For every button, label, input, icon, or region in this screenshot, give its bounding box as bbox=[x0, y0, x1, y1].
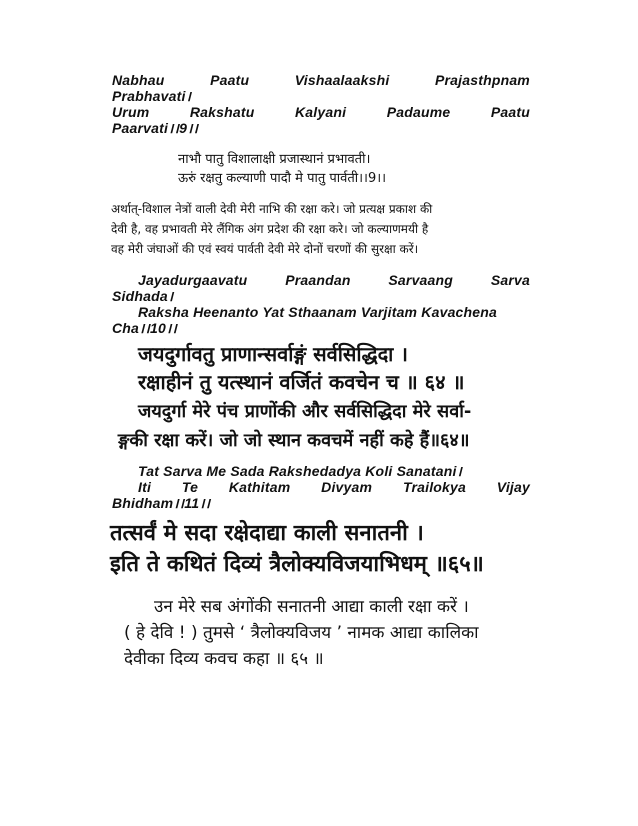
verse9-translit-line1 bbox=[112, 72, 530, 88]
translit-word: Trailokya bbox=[402, 479, 466, 495]
verse9-meaning bbox=[111, 199, 531, 259]
translit-word: Praandan bbox=[285, 272, 351, 288]
verse10-meaning-line2: ङ्गकी रक्षा करें। जो जो स्थान कवचमें नहीं कहे हैं॥६४॥ bbox=[118, 430, 470, 451]
translit-word: Kalyani bbox=[294, 104, 347, 120]
translit-word: Vijay bbox=[496, 479, 530, 495]
verse11-sanskrit-line2: इति ते कथितं दिव्यं त्रैलोक्यविजयाभिधम् ॥६५॥ bbox=[110, 552, 484, 577]
verse10-translit-line1 bbox=[112, 272, 530, 288]
translit-word: Te bbox=[181, 479, 199, 495]
translit-word: Urum bbox=[112, 104, 150, 120]
verse10-translit-line4: Cha।।10।। bbox=[112, 320, 178, 336]
translit-word: Sarvaang bbox=[388, 272, 454, 288]
translit-word: Divyam bbox=[321, 479, 373, 495]
verse9-translit-line2: Prabhavati। bbox=[112, 88, 192, 104]
verse9-meaning-line3: वह मेरी जंघाओं की एवं स्वयं पार्वती देवी मेरे दोनों चरणों की सुरक्षा करें। bbox=[111, 242, 419, 256]
verse10-sanskrit-line1: जयदुर्गावतु प्राणान्सर्वाङ्गं सर्वसिद्धिदा । bbox=[138, 342, 408, 366]
verse11-sanskrit-line1: तत्सर्वं मे सदा रक्षेदाद्या काली सनातनी । bbox=[110, 521, 424, 546]
verse11-sanskrit bbox=[110, 518, 540, 580]
verse10-translit-line3: Raksha Heenanto Yat Sthaanam Varjitam Kavachena bbox=[138, 304, 498, 320]
translit-word: Paatu bbox=[210, 72, 250, 88]
translit-word: Paatu bbox=[490, 104, 530, 120]
verse11-transliteration bbox=[112, 463, 530, 511]
verse11-translit-line3: Bhidham।।11।। bbox=[112, 495, 211, 511]
verse9-sanskrit-line2: ऊरुं रक्षतु कल्याणी पादौ मे पातु पार्वती।।9।। bbox=[178, 171, 387, 186]
verse9-meaning-line1: अर्थात्-विशाल नेत्रों वाली देवी मेरी नाभि की रक्षा करे। जो प्रत्यक्ष प्रकाश की bbox=[111, 202, 433, 216]
translit-word: Jayadurgaavatu bbox=[138, 272, 248, 288]
translit-word: Iti bbox=[138, 479, 152, 495]
verse11-meaning-line2: ( हे देवि ! ) तुमसे ‘ त्रैलोक्यविजय ’ नामक आद्या कालिका bbox=[124, 623, 479, 643]
translit-word: Prajasthpnam bbox=[434, 72, 530, 88]
verse9-transliteration bbox=[112, 72, 530, 136]
verse11-translit-line1: Tat Sarva Me Sada Rakshedadya Koli Sanatani। bbox=[138, 463, 463, 479]
verse11-meaning-line1: उन मेरे सब अंगोंकी सनातनी आद्या काली रक्षा करें । bbox=[154, 597, 469, 617]
verse10-meaning bbox=[118, 397, 538, 455]
verse10-translit-line2: Sidhada। bbox=[112, 288, 174, 304]
verse11-translit-line2 bbox=[112, 479, 530, 495]
verse9-translit-line3 bbox=[112, 104, 530, 120]
verse9-sanskrit-line1: नाभौ पातु विशालाक्षी प्रजास्थानं प्रभावती। bbox=[178, 152, 371, 167]
verse10-sanskrit-line2: रक्षाहीनं तु यत्स्थानं वर्जितं कवचेन च ॥ ६४ ॥ bbox=[138, 370, 465, 394]
verse11-meaning bbox=[110, 594, 540, 672]
translit-word: Rakshatu bbox=[189, 104, 255, 120]
verse10-sanskrit bbox=[138, 340, 538, 396]
translit-word: Kathitam bbox=[228, 479, 291, 495]
verse9-translit-line4: Paarvati।।9।। bbox=[112, 120, 199, 136]
translit-word: Vishaalaakshi bbox=[294, 72, 390, 88]
verse11-meaning-line3: देवीका दिव्य कवच कहा ॥ ६५ ॥ bbox=[124, 649, 324, 669]
verse10-transliteration bbox=[112, 272, 530, 336]
verse9-meaning-line2: देवी है, वह प्रभावती मेरे लैंगिक अंग प्रदेश की रक्षा करे। जो कल्याणमयी है bbox=[111, 222, 429, 236]
translit-word: Padaume bbox=[386, 104, 451, 120]
verse9-sanskrit bbox=[178, 150, 538, 188]
translit-word: Nabhau bbox=[112, 72, 165, 88]
verse10-meaning-line1: जयदुर्गा मेरे पंच प्राणोंकी और सर्वसिद्धिदा मेरे सर्वा- bbox=[138, 401, 472, 422]
translit-word: Sarva bbox=[490, 272, 530, 288]
